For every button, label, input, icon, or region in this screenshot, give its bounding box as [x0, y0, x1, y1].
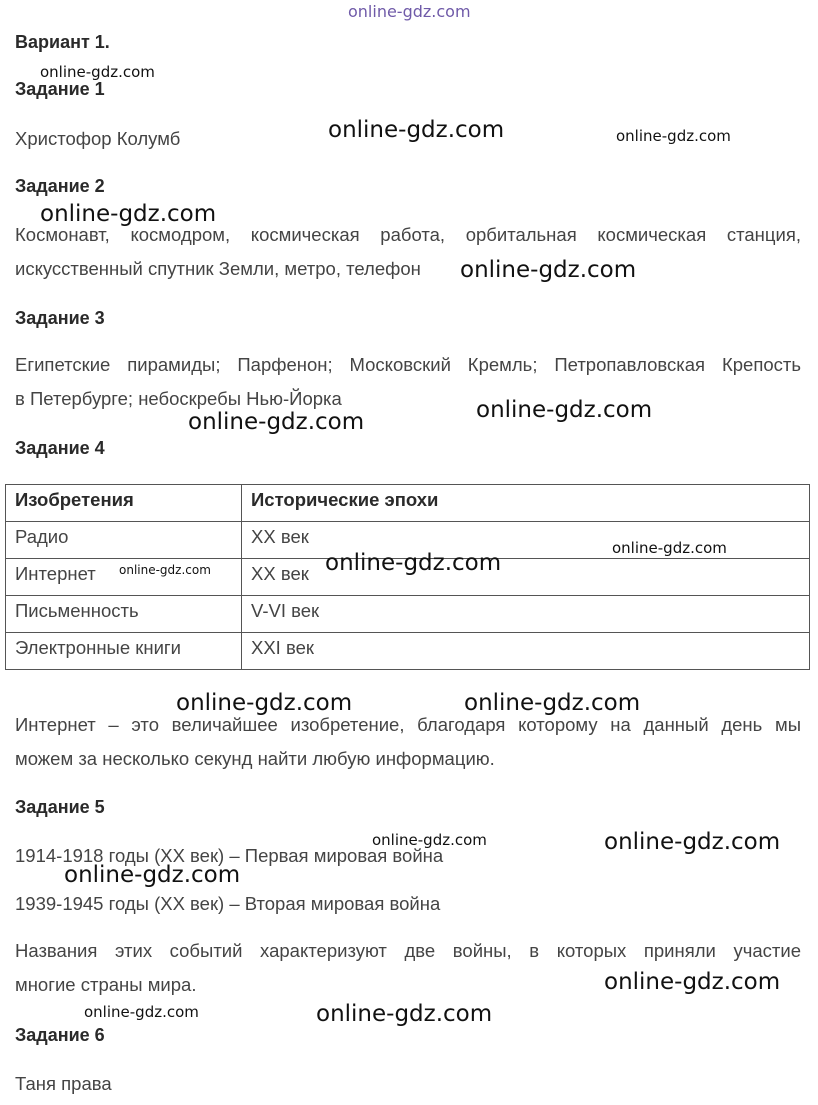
variant-title: Вариант 1.	[15, 32, 110, 52]
table-cell-epoch: V-VI век	[242, 596, 810, 633]
watermark: online-gdz.com	[40, 201, 217, 227]
watermark: online-gdz.com	[316, 1001, 493, 1027]
task-4-heading: Задание 4	[15, 438, 105, 458]
task-5-line-2: 1939-1945 годы (XX век) – Вторая мировая война	[15, 893, 441, 914]
watermark: online-gdz.com	[119, 563, 211, 577]
task-6-heading: Задание 6	[15, 1025, 105, 1045]
table-cell-invention: Электронные книги	[6, 633, 242, 670]
header-watermark: online-gdz.com	[348, 2, 471, 21]
watermark: online-gdz.com	[372, 831, 487, 849]
watermark: online-gdz.com	[476, 397, 653, 423]
task-2-answer	[15, 218, 801, 286]
task-4-paragraph	[15, 708, 801, 776]
watermark: online-gdz.com	[464, 690, 641, 716]
task-3-line-2: в Петербурге; небоскребы Нью-Йорка	[15, 388, 342, 409]
watermark: online-gdz.com	[460, 257, 637, 283]
table-header-row	[6, 485, 810, 522]
task-1-heading: Задание 1	[15, 79, 105, 99]
inventions-table	[5, 484, 810, 670]
watermark: online-gdz.com	[176, 690, 353, 716]
table-cell-invention: Интернет	[6, 559, 242, 596]
watermark: online-gdz.com	[64, 862, 241, 888]
table-cell-epoch: XX век	[242, 522, 810, 559]
task-4-paragraph-line-2: можем за несколько секунд найти любую информацию.	[15, 748, 495, 769]
task-1-answer: Христофор Колумб	[15, 128, 181, 149]
watermark: online-gdz.com	[604, 969, 781, 995]
table-header-inventions: Изобретения	[6, 485, 242, 522]
task-4-paragraph-line-1: Интернет – это величайшее изобретение, благодаря которому на данный день мы	[15, 714, 801, 735]
table-cell-epoch: XX век	[242, 559, 810, 596]
watermark: online-gdz.com	[84, 1003, 199, 1021]
task-5-paragraph-line-2: многие страны мира.	[15, 974, 197, 995]
task-2-line-1: Космонавт, космодром, космическая работа, орбитальная космическая станция,	[15, 224, 801, 245]
watermark: online-gdz.com	[188, 409, 365, 435]
task-3-answer	[15, 348, 801, 416]
task-2-heading: Задание 2	[15, 176, 105, 196]
watermark: online-gdz.com	[40, 63, 155, 81]
task-3-line-1: Египетские пирамиды; Парфенон; Московский Кремль; Петропавловская Крепость	[15, 354, 801, 375]
watermark: online-gdz.com	[328, 117, 505, 143]
task-5-line-1: 1914-1918 годы (XX век) – Первая мировая война	[15, 845, 444, 866]
table-cell-epoch: XXI век	[242, 633, 810, 670]
task-5-heading: Задание 5	[15, 797, 105, 817]
watermark: online-gdz.com	[612, 539, 727, 557]
task-2-line-2: искусственный спутник Земли, метро, телефон	[15, 258, 421, 279]
table-cell-invention: Радио	[6, 522, 242, 559]
task-6-answer: Таня права	[15, 1073, 112, 1094]
watermark: online-gdz.com	[604, 829, 781, 855]
table-header-epochs: Исторические эпохи	[242, 485, 810, 522]
watermark: online-gdz.com	[616, 127, 731, 145]
table-row	[6, 596, 810, 633]
task-5-paragraph-line-1: Названия этих событий характеризуют две войны, в которых приняли участие	[15, 940, 801, 961]
table-cell-invention: Письменность	[6, 596, 242, 633]
watermark: online-gdz.com	[325, 550, 502, 576]
table-row	[6, 633, 810, 670]
task-3-heading: Задание 3	[15, 308, 105, 328]
